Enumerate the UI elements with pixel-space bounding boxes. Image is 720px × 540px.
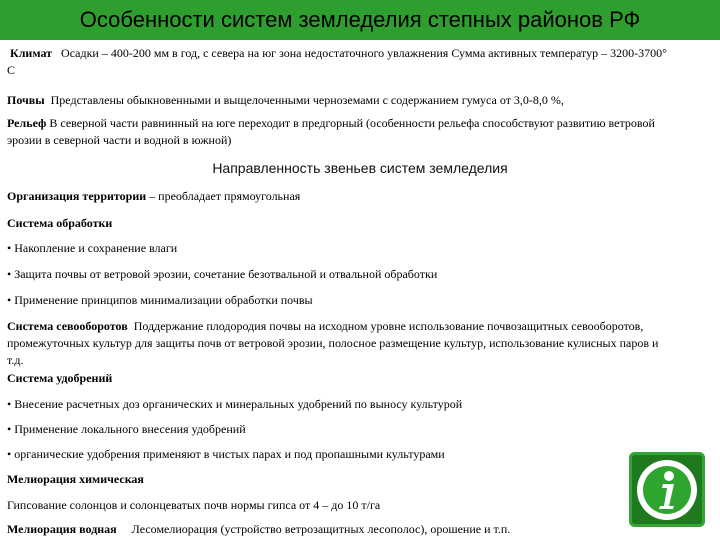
relief-text: В северной части равнинный на юге переходит в предгорный (особенности рельефа способствуют развитию ветровой эрозии в северной части и водной в южной) — [7, 116, 655, 147]
fertilizer-item: • Внесение расчетных доз органических и минеральных удобрений по выносу культурой — [7, 397, 463, 411]
chemical-heading: Мелиорация химическая — [7, 472, 144, 486]
climate-paragraph — [7, 45, 667, 79]
info-icon — [629, 452, 705, 527]
territory-paragraph — [7, 188, 300, 205]
section-subheading: Направленность звеньев систем земледелия — [212, 160, 508, 176]
relief-label: Рельеф — [7, 116, 47, 130]
climate-label: Климат — [10, 46, 53, 60]
water-text: Лесомелиорация (устройство ветрозащитных лесополос), орошение и т.п. — [131, 522, 511, 536]
soils-paragraph — [7, 92, 564, 109]
fertilizer-item: • органические удобрения применяют в чистых парах и под пропашными культурами — [7, 447, 445, 461]
tillage-heading: Система обработки — [7, 216, 113, 230]
fertilizer-heading: Система удобрений — [7, 371, 113, 385]
rotation-paragraph — [7, 318, 667, 369]
tillage-item: • Накопление и сохранение влаги — [7, 241, 178, 255]
rotation-label: Система севооборотов — [7, 319, 128, 333]
page-title: Особенности систем земледелия степных районов РФ — [79, 7, 641, 32]
tillage-item: • Применение принципов минимализации обработки почвы — [7, 293, 313, 307]
soils-text: Представлены обыкновенными и выщелоченными черноземами с содержанием гумуса от 3,0-8,0 %, — [50, 93, 564, 107]
water-paragraph — [7, 521, 510, 538]
water-label: Мелиорация водная — [7, 522, 117, 536]
chemical-text: Гипсование солонцов и солонцеватых почв нормы гипса от 4 – до 10 т/га — [7, 498, 381, 512]
climate-text: Осадки – 400-200 мм в год, с севера на юг зона недостаточного увлажнения Сумма активных температур – 3200-3700° С — [7, 46, 667, 77]
title-bar — [0, 0, 720, 40]
rotation-text: Поддержание плодородия почвы на исходном уровне использование почвозащитных севооборотов, промежуточных культур для защиты почв от ветровой эрозии, полосное размещение культур, использование кулисных паров и т.д. — [7, 319, 659, 367]
tillage-item: • Защита почвы от ветровой эрозии, сочетание безотвальной и отвальной обработки — [7, 267, 438, 281]
territory-label: Организация территории — [7, 189, 147, 203]
soils-label: Почвы — [7, 93, 45, 107]
territory-text: – преобладает прямоугольная — [149, 189, 301, 203]
fertilizer-item: • Применение локального внесения удобрений — [7, 422, 246, 436]
relief-paragraph — [7, 115, 667, 149]
